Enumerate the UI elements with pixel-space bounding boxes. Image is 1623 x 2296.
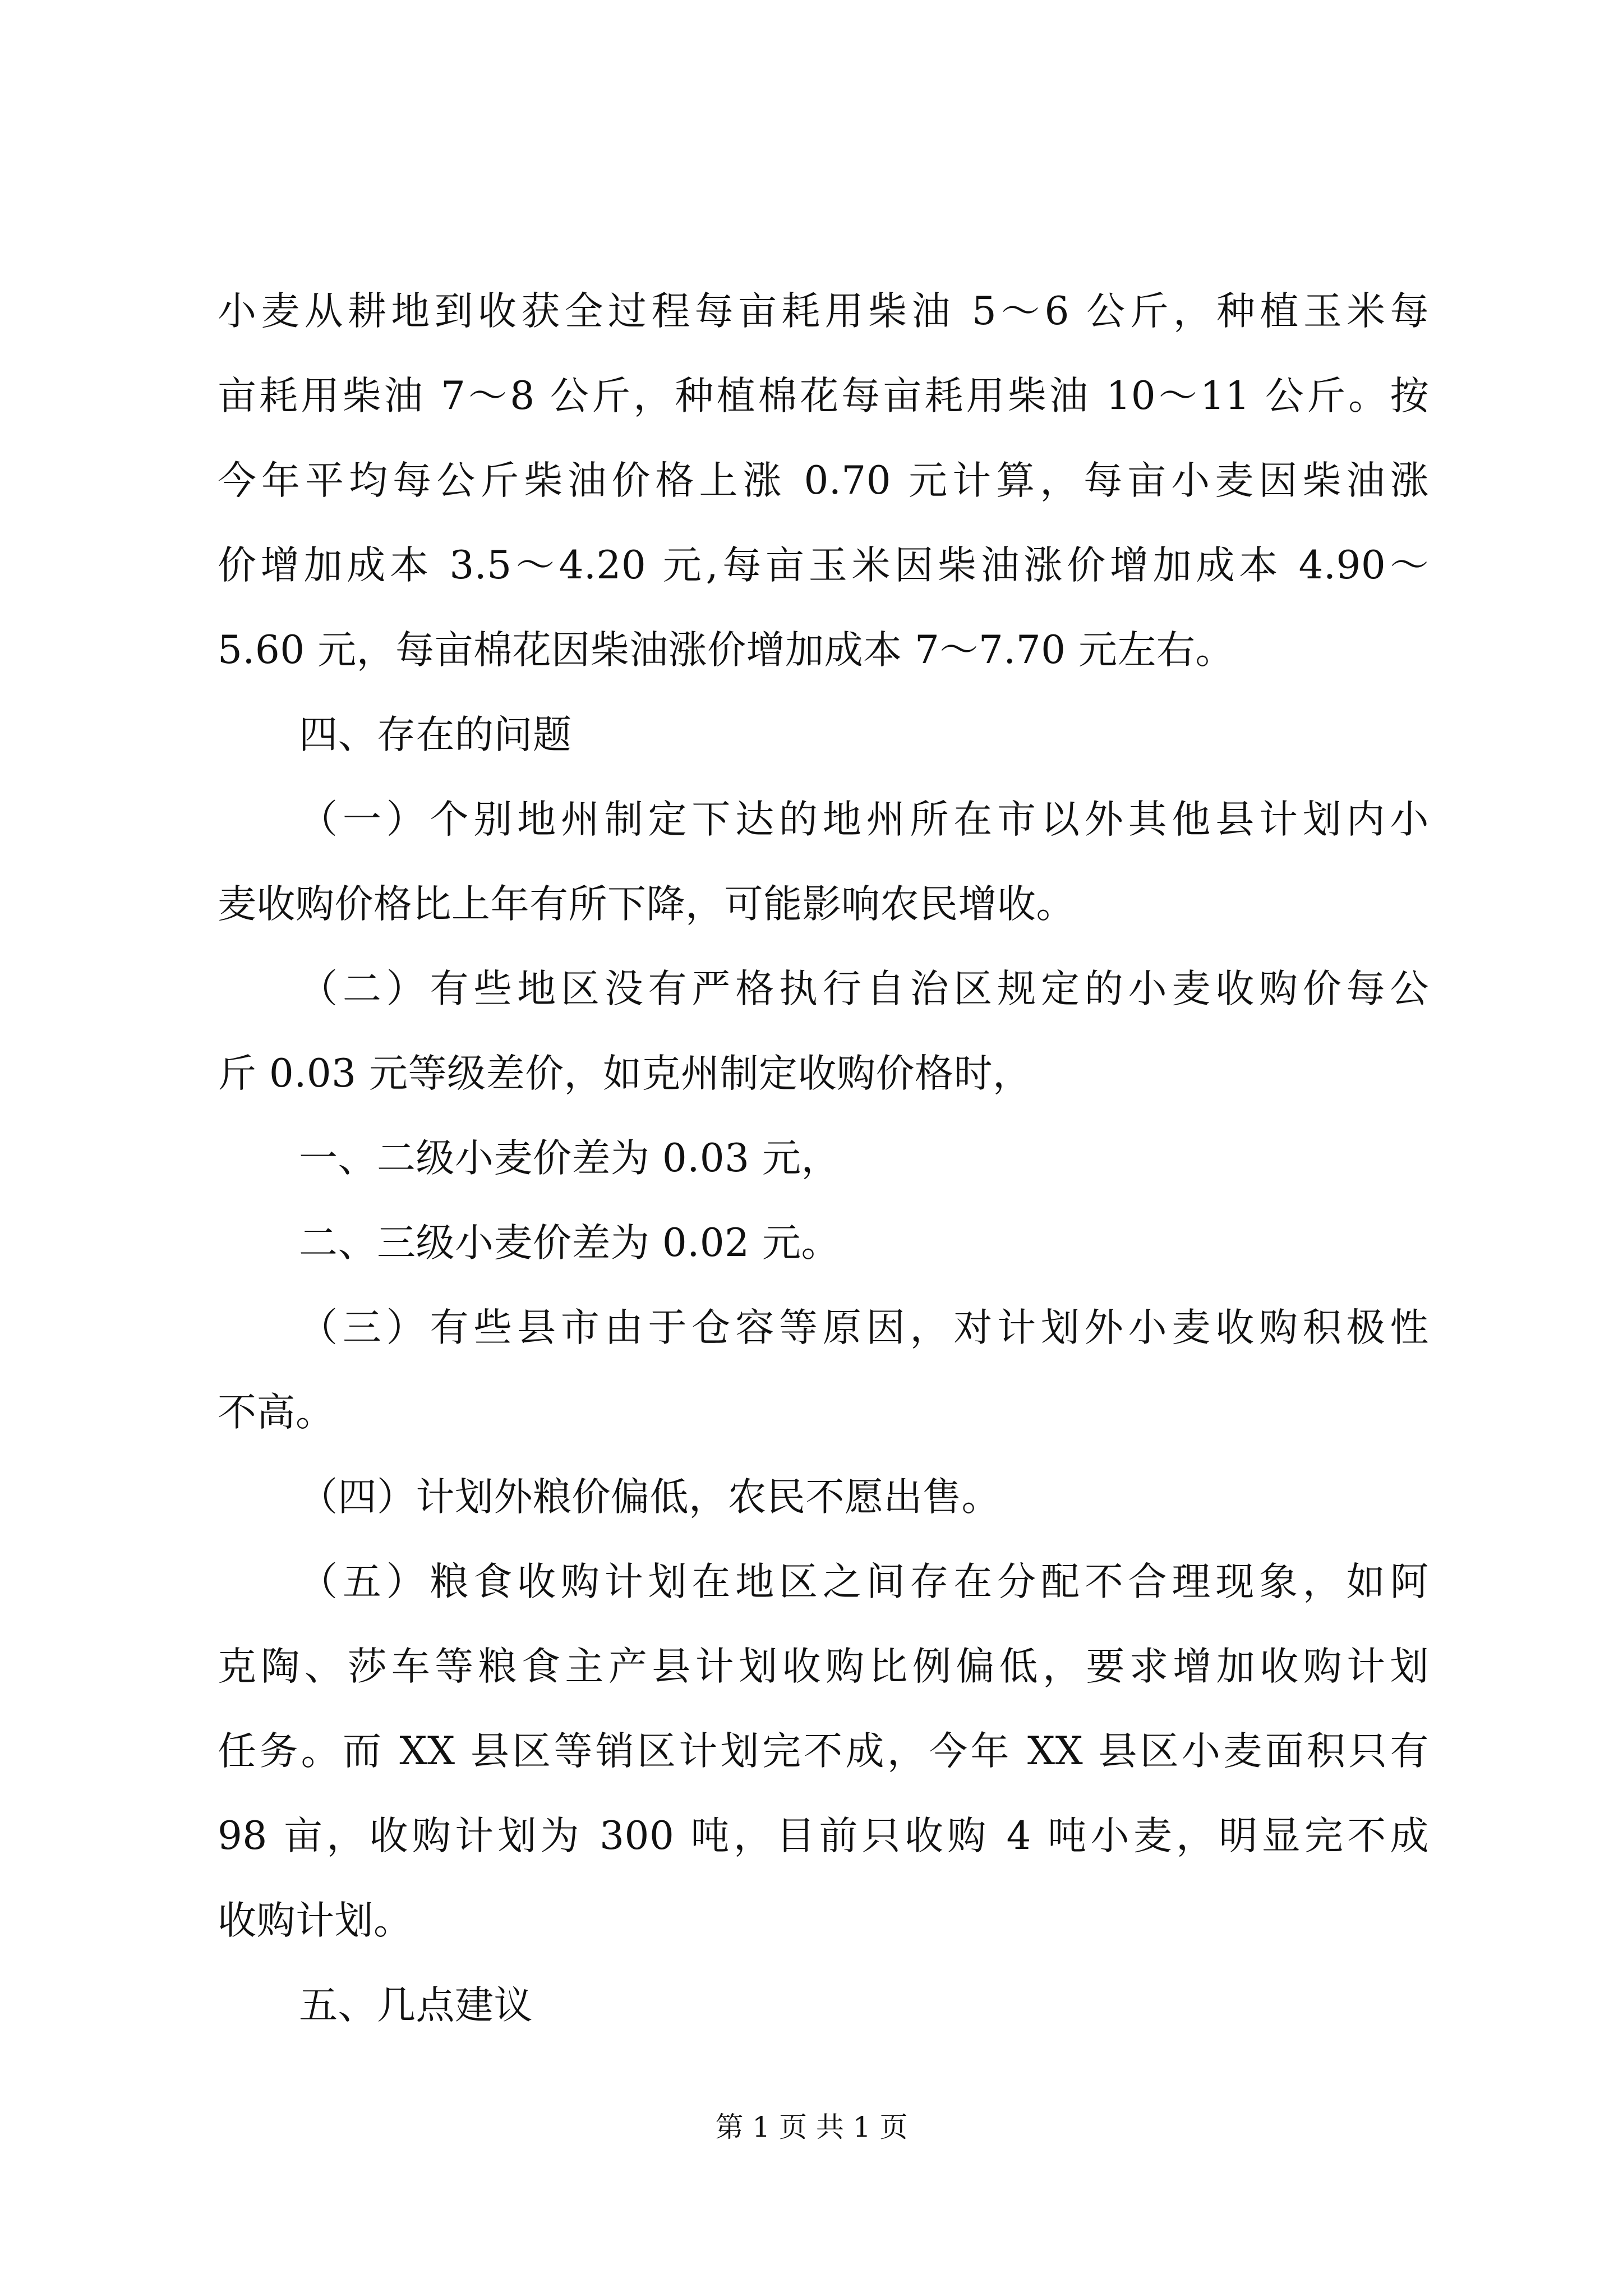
- document-body: [218, 269, 1429, 2048]
- body-line: 二、三级小麦价差为 0.02 元。: [299, 1221, 840, 1266]
- body-line: 今年平均每公斤柴油价格上涨 0.70 元计算，每亩小麦因柴油涨: [218, 458, 1429, 503]
- section-heading: 五、几点建议: [299, 1983, 533, 2028]
- body-line: 斤 0.03 元等级差价，如克州制定收购价格时，: [218, 1051, 1032, 1096]
- page-footer: 第 1 页 共 1 页: [715, 2111, 908, 2143]
- section-heading: 四、存在的问题: [299, 712, 572, 757]
- body-line: 克陶、莎车等粮食主产县计划收购比例偏低，要求增加收购计划: [218, 1644, 1429, 1689]
- body-line: 98 亩，收购计划为 300 吨，目前只收购 4 吨小麦，明显完不成: [218, 1814, 1429, 1858]
- body-line: （二）有些地区没有严格执行自治区规定的小麦收购价每公: [299, 967, 1429, 1011]
- body-line: 任务。而 XX 县区等销区计划完不成，今年 XX 县区小麦面积只有: [218, 1729, 1429, 1774]
- body-line: （四）计划外粮价偏低，农民不愿出售。: [299, 1475, 1000, 1520]
- body-line: 收购计划。: [218, 1898, 413, 1943]
- body-line: （一）个别地州制定下达的地州所在市以外其他县计划内小: [299, 797, 1429, 842]
- body-line: 麦收购价格比上年有所下降，可能影响农民增收。: [218, 882, 1075, 927]
- body-line: 亩耗用柴油 7～8 公斤，种植棉花每亩耗用柴油 10～11 公斤。按: [218, 374, 1429, 418]
- body-line: 一、二级小麦价差为 0.03 元，: [299, 1136, 840, 1181]
- body-line: 小麦从耕地到收获全过程每亩耗用柴油 5～6 公斤，种植玉米每: [218, 289, 1429, 334]
- body-line: 价增加成本 3.5～4.20 元,每亩玉米因柴油涨价增加成本 4.90～: [218, 543, 1429, 588]
- body-line: （三）有些县市由于仓容等原因，对计划外小麦收购积极性: [299, 1305, 1429, 1350]
- body-line: 不高。: [218, 1390, 335, 1435]
- body-line: 5.60 元，每亩棉花因柴油涨价增加成本 7～7.70 元左右。: [218, 628, 1234, 673]
- body-line: （五）粮食收购计划在地区之间存在分配不合理现象，如阿: [299, 1559, 1429, 1604]
